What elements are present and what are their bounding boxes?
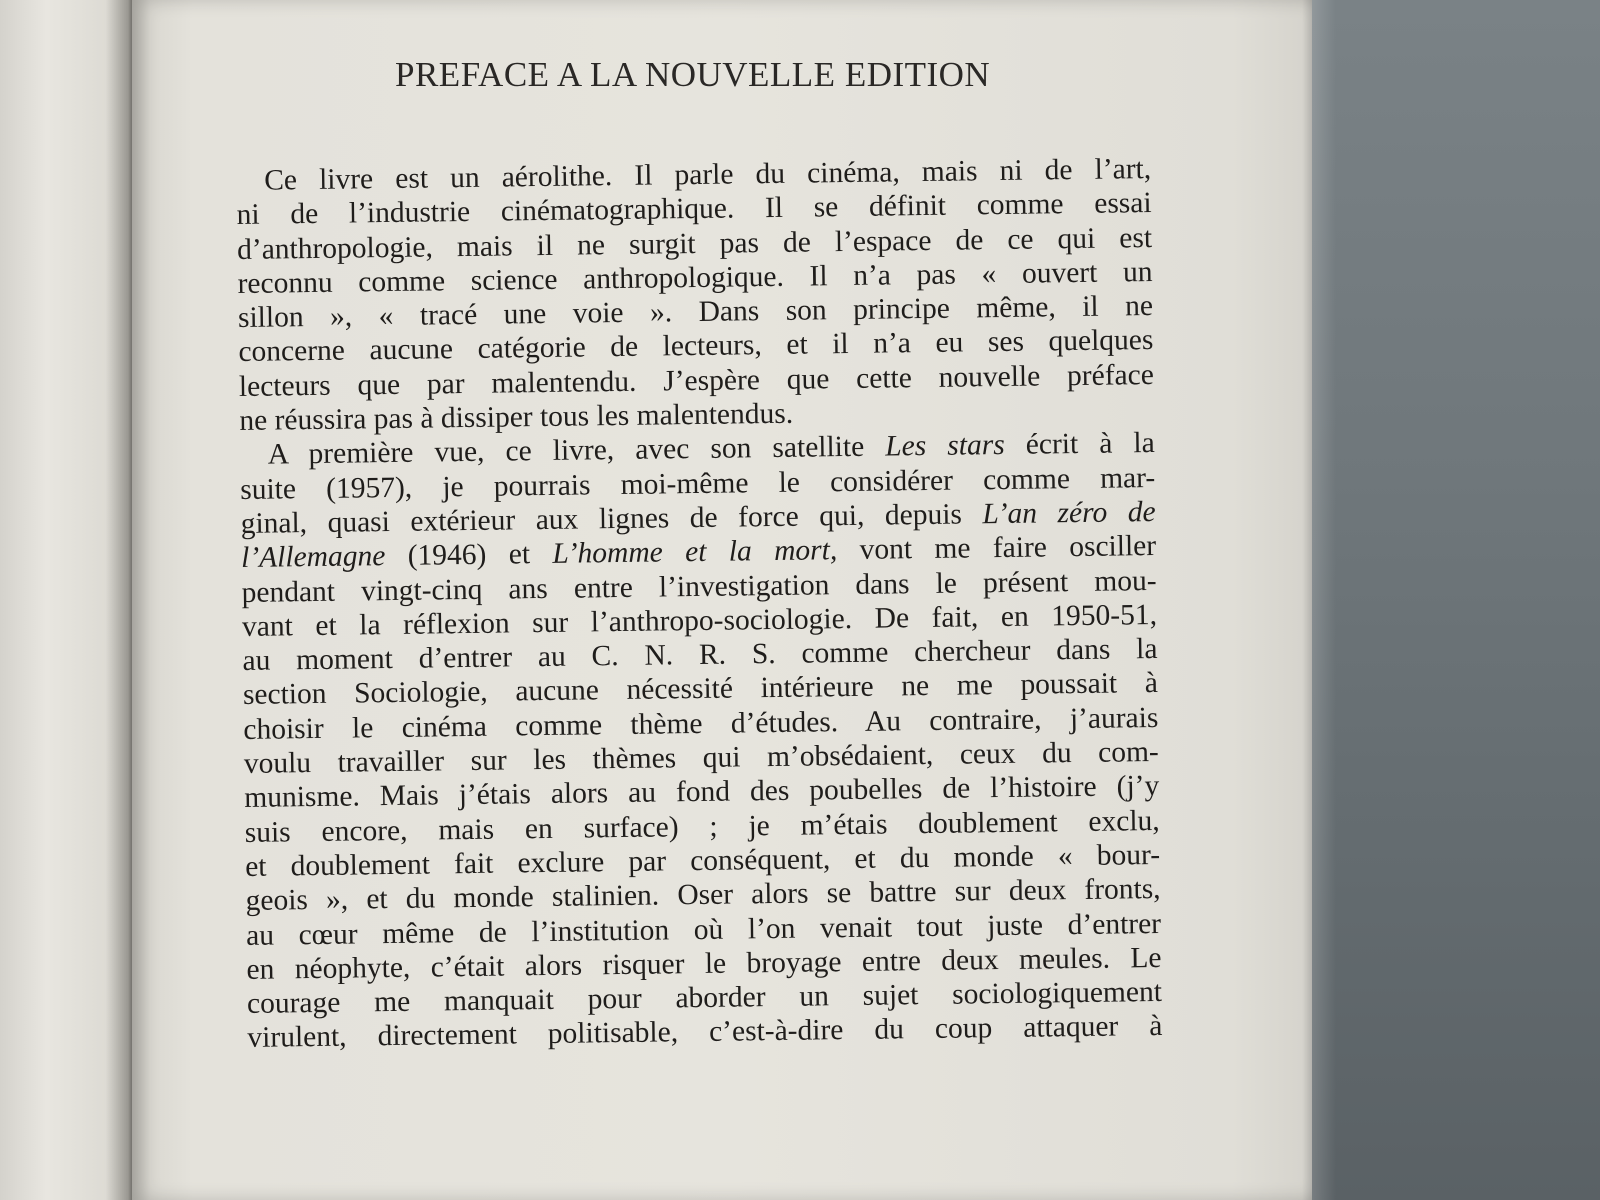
body-text — [236, 152, 1163, 1056]
left-page-edge — [0, 0, 132, 1200]
text-line: suis encore, mais en surface) ; je m’étais doublement exclu, — [244, 804, 1160, 849]
text-line: ne réussira pas à dissiper tous les malentendus. — [239, 397, 794, 438]
text-line: au moment d’entrer au C. N. R. S. comme chercheur dans la — [242, 633, 1158, 678]
text-segment: (1946) et — [385, 538, 553, 573]
text-line: section Sociologie, aucune nécessité intérieure ne me poussait à — [242, 667, 1159, 712]
text-line: sillon », « tracé une voie ». Dans son principe même, il ne — [237, 290, 1154, 335]
background-surface — [1312, 0, 1600, 1200]
book-title-italic: l’Allemagne — [240, 540, 386, 575]
text-line: vant et la réflexion sur l’anthropo-sociologie. De fait, en 1950-51, — [241, 598, 1158, 643]
text-line: lecteurs que par malentendu. J’espère que cette nouvelle préface — [238, 358, 1155, 403]
book-title-italic: L’homme et la mort, — [552, 534, 838, 571]
text-line: concerne aucune catégorie de lecteurs, et il n’a eu ses quelques — [238, 324, 1154, 369]
text-line: et doublement fait exclure par conséquent, et du monde « bour- — [244, 838, 1161, 883]
book-title-italic: Les stars — [885, 429, 1005, 463]
text-line: munisme. Mais j’étais alors au fond des poubelles de l’histoire (j’y — [244, 770, 1160, 815]
text-line: au cœur même de l’institution où l’on venait tout juste d’entrer — [245, 907, 1162, 952]
text-line: d’anthropologie, mais il ne surgit pas de l’espace de ce qui est — [236, 221, 1153, 266]
page-title: PREFACE A LA NOUVELLE EDITION — [395, 55, 991, 94]
text-line: en néophyte, c’était alors risquer le broyage entre deux meules. Le — [246, 941, 1162, 986]
text-segment: écrit à la — [1004, 427, 1155, 462]
text-segment: ginal, quasi extérieur aux lignes de force qui, depuis — [240, 498, 983, 540]
text-line: reconnu comme science anthropologique. Il n’a pas « ouvert un — [237, 255, 1153, 300]
book-title-italic: L’an zéro de — [982, 495, 1156, 531]
text-line: courage me manquait pour aborder un sujet sociologiquement — [246, 976, 1163, 1021]
text-line: choisir le cinéma comme thème d’études. Au contraire, j’aurais — [243, 701, 1159, 746]
text-segment: vont me faire osciller — [837, 530, 1157, 567]
text-line: Ce livre est un aérolithe. Il parle du cinéma, mais ni de l’art, — [264, 153, 1152, 197]
text-line: geois », et du monde stalinien. Oser alors se battre sur deux fronts, — [245, 873, 1161, 918]
text-line: voulu travailler sur les thèmes qui m’obsédaient, ceux du com- — [243, 736, 1159, 780]
text-segment: A première vue, ce livre, avec son satellite — [267, 430, 886, 471]
text-line: virulent, directement politisable, c’est-à-dire du coup attaquer à — [247, 1010, 1163, 1055]
text-line: pendant vingt-cinq ans entre l’investigation dans le présent mou- — [241, 564, 1157, 609]
text-line: suite (1957), je pourrais moi-même le considérer comme mar- — [240, 461, 1156, 506]
text-line: ni de l’industrie cinématographique. Il se définit comme essai — [236, 187, 1152, 232]
